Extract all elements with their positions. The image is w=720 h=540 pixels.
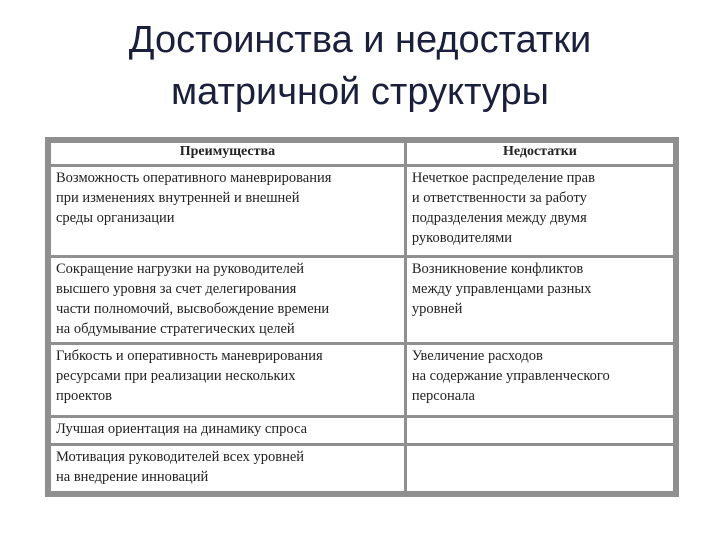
slide-title-line-2: матричной структуры bbox=[171, 71, 549, 113]
advantage-cell: Лучшая ориентация на динамику спроса bbox=[51, 418, 404, 443]
table-row bbox=[51, 345, 673, 415]
disadvantage-cell bbox=[407, 418, 673, 443]
disadvantage-cell: Увеличение расходов на содержание управленческого персонала bbox=[407, 345, 673, 415]
advantage-cell: Возможность оперативного маневрирования при изменениях внутренней и внешней среды организации bbox=[51, 167, 404, 255]
disadvantage-cell: Возникновение конфликтов между управленцами разных уровней bbox=[407, 258, 673, 342]
comparison-table bbox=[48, 140, 676, 494]
header-advantages: Преимущества bbox=[51, 143, 404, 164]
table-row bbox=[51, 167, 673, 255]
table-row bbox=[51, 446, 673, 491]
slide-title-line-1: Достоинства и недостатки bbox=[128, 19, 592, 61]
table-header-row bbox=[51, 143, 673, 164]
disadvantage-cell: Нечеткое распределение прав и ответственности за работу подразделения между двумя руководителями bbox=[407, 167, 673, 255]
table-row bbox=[51, 418, 673, 443]
table-row bbox=[51, 258, 673, 342]
disadvantage-cell bbox=[407, 446, 673, 491]
slide-title bbox=[0, 14, 720, 118]
header-disadvantages: Недостатки bbox=[407, 143, 673, 164]
advantage-cell: Мотивация руководителей всех уровней на внедрение инноваций bbox=[51, 446, 404, 491]
advantage-cell: Сокращение нагрузки на руководителей высшего уровня за счет делегирования части полномочий, высвобождение времени на обдумывание стратегических целей bbox=[51, 258, 404, 342]
advantage-cell: Гибкость и оперативность маневрирования ресурсами при реализации нескольких проектов bbox=[51, 345, 404, 415]
comparison-table-frame bbox=[45, 137, 679, 497]
